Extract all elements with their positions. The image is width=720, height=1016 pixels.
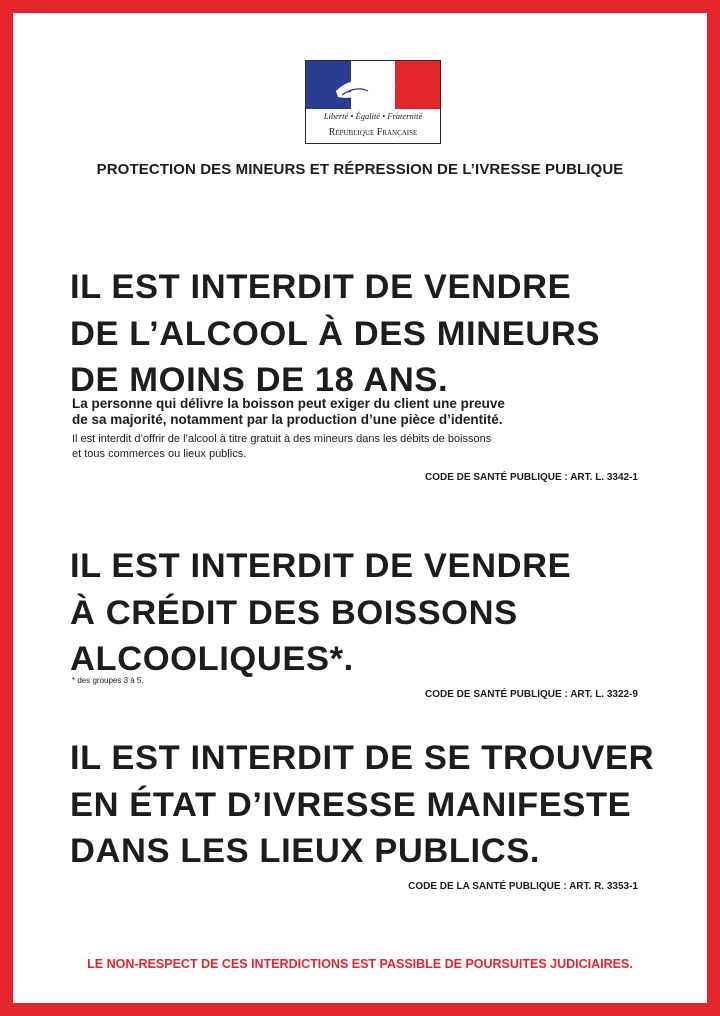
proof-of-age-note <box>72 396 505 428</box>
headline-line: EN ÉTAT D’IVRESSE MANIFESTE <box>70 785 632 824</box>
republique-francaise-logo <box>305 60 441 144</box>
poster-subtitle: PROTECTION DES MINEURS ET RÉPRESSION DE L’IVRESSE PUBLIQUE <box>96 161 624 178</box>
headline-line: DE MOINS DE 18 ANS. <box>70 361 449 399</box>
headline-line: DE L’ALCOOL À DES MINEURS <box>70 314 600 353</box>
headline-line: IL EST INTERDIT DE SE TROUVER <box>70 739 655 777</box>
groups-footnote: * des groupes 3 à 5. <box>72 676 144 685</box>
note-line: La personne qui délivre la boisson peut exiger du client une preuve <box>72 396 505 411</box>
headline-credit <box>70 543 571 683</box>
headline-line: DANS LES LIEUX PUBLICS. <box>70 832 541 870</box>
logo-motto: Liberté • Égalité • Fraternité <box>323 111 423 121</box>
headline-drunkenness <box>70 735 654 875</box>
logo-republic-name: République Française <box>328 127 418 138</box>
headline-line: IL EST INTERDIT DE VENDRE <box>70 547 572 585</box>
headline-line: IL EST INTERDIT DE VENDRE <box>70 268 572 306</box>
headline-line: À CRÉDIT DES BOISSONS <box>70 593 518 632</box>
legal-reference: CODE DE LA SANTÉ PUBLIQUE : ART. R. 3353-1 <box>408 881 638 892</box>
legal-warning: LE NON-RESPECT DE CES INTERDICTIONS EST PASSIBLE DE POURSUITES JUDICIAIRES. <box>87 957 633 971</box>
marianne-flag-icon <box>306 61 440 109</box>
note-line: Il est interdit d’offrir de l’alcool à titre gratuit à des mineurs dans les débits de boissons <box>72 433 492 445</box>
free-alcohol-note <box>72 432 491 462</box>
legal-reference: CODE DE SANTÉ PUBLIQUE : ART. L. 3322-9 <box>425 689 638 700</box>
note-line: de sa majorité, notamment par la production d’une pièce d’identité. <box>72 412 503 427</box>
legal-reference: CODE DE SANTÉ PUBLIQUE : ART. L. 3342-1 <box>425 472 638 483</box>
headline-minors <box>70 264 600 404</box>
headline-line: ALCOOLIQUES*. <box>70 640 354 678</box>
note-line: et tous commerces ou lieux publics. <box>72 448 247 460</box>
